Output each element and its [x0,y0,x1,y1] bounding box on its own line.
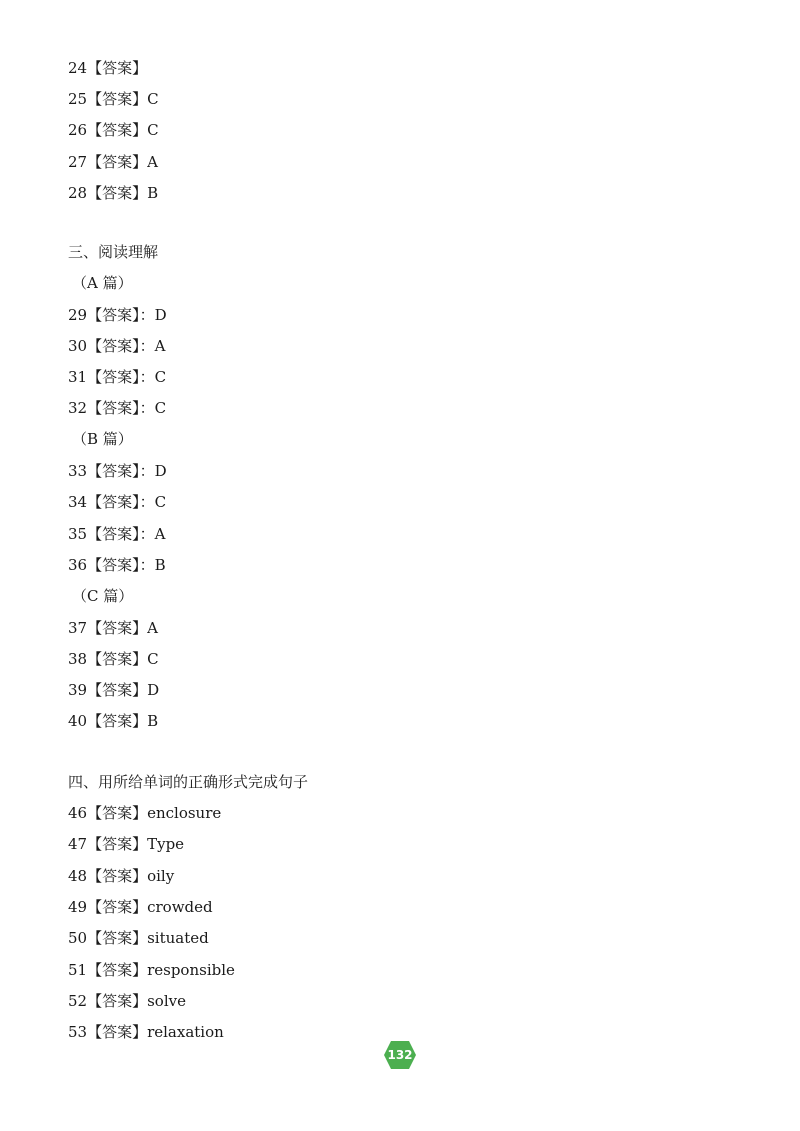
answer-line: 47【答案】Type [68,835,185,853]
answer-line: 32【答案】：C [68,399,167,417]
answer-line: 40【答案】B [68,712,159,730]
answer-line: 39【答案】D [68,681,160,699]
answer-line: 34【答案】：C [68,493,167,511]
page-number: 132 [387,1048,413,1062]
subsection-label: （A 篇） [72,274,133,292]
answer-line: 29【答案】：D [68,306,167,324]
answer-line: 53【答案】relaxation [68,1023,224,1041]
answer-line: 30【答案】：A [68,337,166,355]
answer-line: 33【答案】：D [68,462,167,480]
answer-line: 24【答案】 [68,59,148,77]
answer-line: 36【答案】：B [68,556,166,574]
answer-line: 51【答案】responsible [68,961,235,979]
answer-line: 52【答案】solve [68,992,186,1010]
subsection-label: （C 篇） [72,587,134,605]
answer-line: 50【答案】situated [68,929,209,947]
answer-line: 28【答案】B [68,184,159,202]
answer-line: 38【答案】C [68,650,159,668]
answer-line: 31【答案】：C [68,368,167,386]
answer-line: 25【答案】C [68,90,159,108]
answer-line: 26【答案】C [68,121,159,139]
section-heading: 三、阅读理解 [68,243,159,261]
answer-line: 49【答案】crowded [68,898,213,916]
page-number-badge [383,1040,417,1070]
answer-line: 46【答案】enclosure [68,804,222,822]
answer-line: 27【答案】A [68,153,158,171]
subsection-label: （B 篇） [72,430,133,448]
answer-line: 48【答案】oily [68,867,175,885]
answer-line: 35【答案】：A [68,525,166,543]
answer-line: 37【答案】A [68,619,158,637]
section-heading: 四、用所给单词的正确形式完成句子 [68,773,309,791]
